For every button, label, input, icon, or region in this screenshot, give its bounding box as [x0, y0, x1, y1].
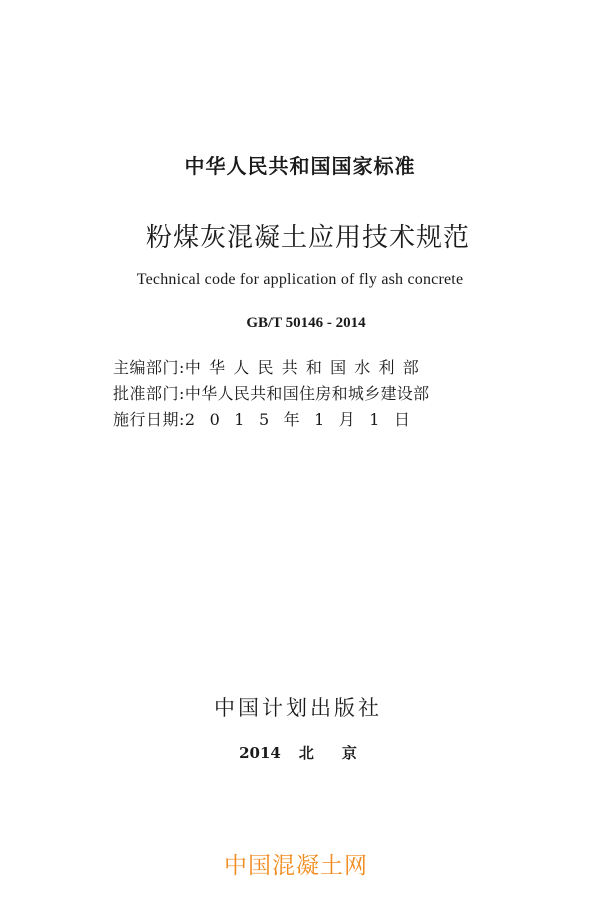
editor-label: 主编部门:: [113, 358, 185, 377]
document-title-chinese: 粉煤灰混凝土应用技术规范: [145, 223, 470, 253]
series-title: 中华人民共和国国家标准: [184, 154, 416, 178]
approver-value: 中华人民共和国住房和城乡建设部: [184, 384, 430, 403]
standard-code: GB/T 50146 - 2014: [246, 315, 366, 331]
effective-date-value: 2015年1月1日: [184, 410, 425, 429]
approver-label: 批准部门:: [113, 384, 185, 403]
imprint-city-second-char: 京: [341, 744, 357, 762]
editor-value: 中华人民共和国水利部: [184, 358, 427, 377]
document-title-english: Technical code for application of fly ash concrete: [136, 271, 464, 288]
effective-date-label: 施行日期:: [113, 410, 185, 429]
publisher-name: 中国计划出版社: [214, 696, 382, 720]
imprint-city-first-char: 北: [298, 744, 314, 762]
approver-row: [113, 381, 473, 407]
effective-date-row: [113, 407, 473, 433]
editor-row: [113, 355, 473, 381]
publication-details: [113, 355, 473, 433]
site-watermark: 中国混凝土网: [224, 853, 368, 879]
imprint-line: [0, 742, 598, 763]
imprint-year: 2014: [239, 744, 281, 762]
